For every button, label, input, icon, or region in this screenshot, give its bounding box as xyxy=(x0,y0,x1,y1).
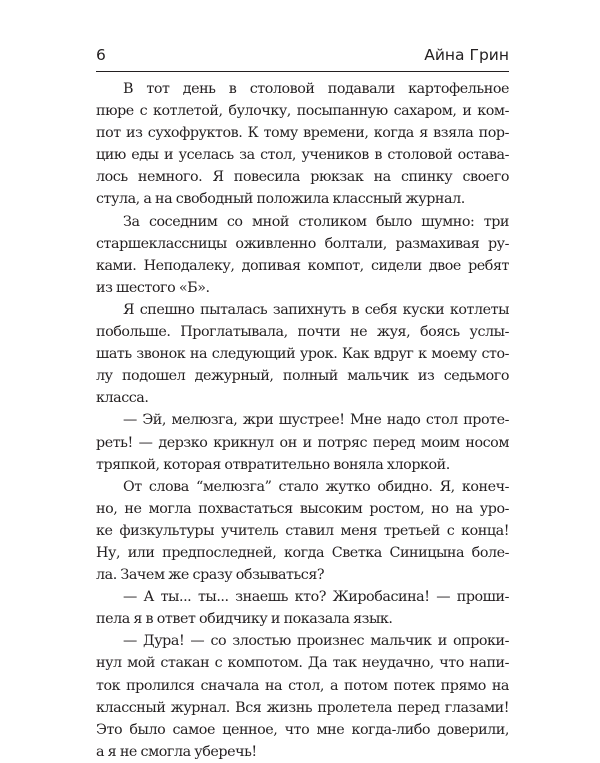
text-line: В тот день в столовой подавали картофельное xyxy=(123,81,509,97)
page-header xyxy=(96,42,509,68)
text-line: класса. xyxy=(96,390,149,407)
text-line: ке физкультуры учитель ставил меня третьей с конца! xyxy=(96,522,509,539)
text-line: — Эй, мелюзга, жри шустрее! Мне надо стол протe- xyxy=(123,412,509,429)
text-line: пела я в ответ обидчику и показала язык. xyxy=(96,611,393,628)
text-line: пот из сухофруктов. К тому времени, когда я взяла пор- xyxy=(96,125,509,142)
running-head-author: Айна Грин xyxy=(424,46,509,64)
text-line: тряпкой, которая отвратительно воняла хлоркой. xyxy=(96,456,450,473)
text-line: нул мой стакан с компотом. Да так неудачно, что напи- xyxy=(96,655,509,672)
text-line: классный журнал. Вся жизнь пролетела перед глазами! xyxy=(96,699,509,716)
page-number: 6 xyxy=(96,46,106,64)
text-line: пюре с котлетой, булочку, посыпанную сахаром, и ком- xyxy=(96,103,509,120)
text-line: из шестого «Б». xyxy=(96,279,210,296)
text-line: побольше. Проглатывала, почти не жуя, боясь услы- xyxy=(96,324,509,341)
text-line: старшеклассницы оживленно болтали, размахивая ру- xyxy=(96,235,509,252)
text-line: — А ты... ты... знаешь кто? Жиробасина! — проши- xyxy=(123,589,509,606)
text-line: За соседним со мной столиком было шумно: три xyxy=(123,213,509,230)
text-line: — Дура! — со злостью произнес мальчик и опроки- xyxy=(123,633,509,650)
text-line: ла. Зачем же сразу обзываться? xyxy=(96,567,325,584)
text-line: ками. Неподалеку, допивая компот, сидели двое ребят xyxy=(96,257,509,274)
text-line: лу подошел дежурный, полный мальчик из седьмого xyxy=(96,368,509,385)
text-line: Это было самое ценное, что мне когда-либо доверили, xyxy=(96,721,509,738)
text-line: но, не могла похвастаться высоким ростом, но на уро- xyxy=(96,500,509,517)
text-line: ток пролился сначала на стол, а потом потек прямо на xyxy=(96,677,509,694)
text-line: Я спешно пыталась запихнуть в себя куски котлеты xyxy=(123,301,509,318)
text-line: лось немного. Я повесила рюкзак на спинку своего xyxy=(96,169,509,186)
header-rule xyxy=(96,71,509,72)
text-line: реть! — дерзко крикнул он и потряс перед моим носом xyxy=(96,434,509,451)
body-text xyxy=(96,78,509,763)
text-line: стула, а на свободный положила классный журнал. xyxy=(96,191,465,208)
text-line: шать звонок на следующий урок. Как вдруг к моему сто- xyxy=(96,346,509,363)
text-line: цию еды и уселась за стол, учеников в столовой остава- xyxy=(96,147,509,164)
text-line: Ну, или предпоследней, когда Светка Синицына боле- xyxy=(96,544,509,561)
text-line: а я не смогла уберечь! xyxy=(96,743,257,760)
text-line: От слова “мелюзга” стало жутко обидно. Я, конеч- xyxy=(123,478,509,495)
